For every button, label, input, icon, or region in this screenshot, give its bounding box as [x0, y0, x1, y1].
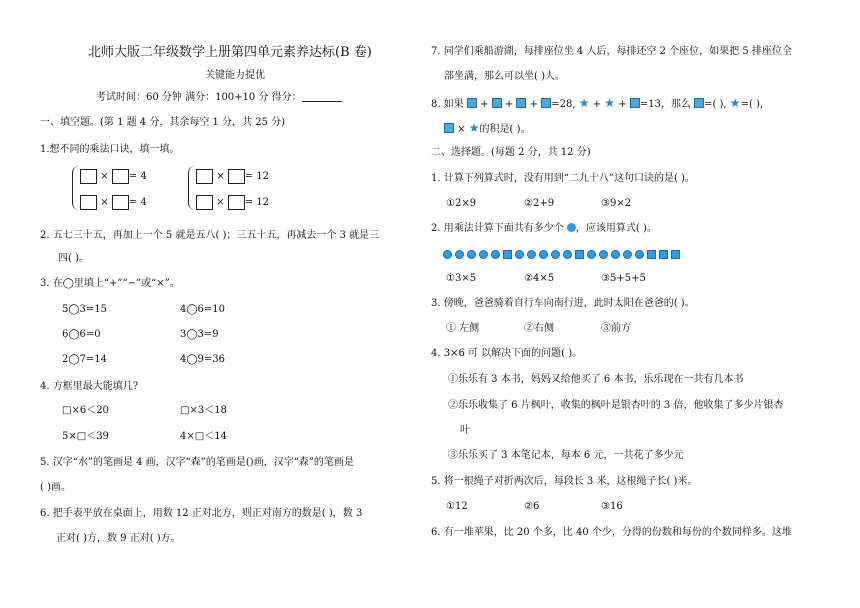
score-line	[302, 91, 342, 102]
choice-5-opt: ②6	[524, 501, 540, 512]
bead-circle	[467, 250, 476, 259]
choice-4-opt-2-line2: 叶	[460, 425, 470, 436]
q1-item-1	[80, 169, 147, 184]
choice-2-opt: ①3×5	[446, 273, 477, 284]
q3-item: 2◯7=14	[62, 354, 108, 365]
bead-circle	[551, 250, 560, 259]
bead-circle	[587, 250, 596, 259]
choice-5: 5. 将一根绳子对折两次后，每段长 3 米，这根绳子长( )米。	[431, 476, 698, 487]
answer-box[interactable]	[196, 169, 213, 184]
bead-circle	[527, 250, 536, 259]
plus-sign: +	[592, 99, 602, 110]
answer-box[interactable]	[228, 169, 245, 184]
choice-3: 3. 傍晚，爸爸骑着自行车向南行进，此时太阳在爸爸的( )。	[431, 298, 695, 309]
question-7-line2: 部坐满，那么可以坐( )人。	[444, 71, 565, 82]
q8-blank-square: =( ),	[704, 99, 727, 110]
choice-5-opt: ③16	[601, 501, 623, 512]
q1-result: = 12	[244, 171, 270, 182]
plus-sign: +	[529, 99, 539, 110]
times-sign: ×	[100, 171, 109, 182]
blue-star-icon: ★	[468, 121, 480, 135]
choice-4-opt-1: ①乐乐有 3 本书，妈妈又给他买了 6 本书，乐乐现在一共有几本书	[448, 374, 744, 385]
times-sign: ×	[216, 197, 225, 208]
question-8-line1	[431, 96, 763, 112]
q1-result: = 4	[128, 197, 147, 208]
times-sign: ×	[100, 197, 109, 208]
choice-4: 4. 3×6 可 以解决下面的问题( )。	[431, 348, 583, 359]
brace-left	[72, 166, 80, 210]
q8-product: 的积是( )。	[479, 124, 531, 135]
q1-item-2	[80, 195, 147, 210]
exam-info-text: 考试时间：60 分钟 满分：100+10 分 得分：	[96, 92, 302, 103]
page-subtitle: 关键能力提优	[205, 70, 265, 81]
bead-square	[659, 250, 668, 259]
question-6-line1: 6. 把手表平放在桌面上，用数 12 正对北方，则正对南方的数是( )，数 3	[40, 508, 363, 519]
blue-square-icon	[694, 98, 704, 108]
choice-5-opt: ①12	[446, 501, 468, 512]
q1-item-3	[196, 169, 269, 184]
times-sign: ×	[216, 171, 225, 182]
blue-square-icon	[444, 123, 454, 133]
choice-1-opt: ②2+9	[524, 198, 555, 209]
plus-sign: +	[480, 99, 489, 110]
brace-right	[188, 166, 196, 210]
choice-1: 1. 计算下列算式时，没有用到“二九十八”这句口诀的是( )。	[431, 173, 695, 184]
q8-eq1: =28,	[551, 99, 576, 110]
question-4: 4. 方框里最大能填几?	[40, 381, 139, 392]
choice-2-text: 2. 用乘法计算下面共有多少个	[431, 223, 564, 234]
answer-box[interactable]	[80, 195, 97, 210]
q3-item: 6◯6=0	[62, 329, 101, 340]
q4-item: □×3＜18	[180, 405, 227, 416]
section-choice: 二、选择题。(每题 2 分，共 12 分)	[431, 147, 591, 158]
q3-item: 4◯9=36	[180, 354, 226, 365]
answer-box[interactable]	[80, 169, 97, 184]
q3-item: 4◯6=10	[180, 304, 226, 315]
q1-result: = 4	[128, 171, 147, 182]
bead-circle	[611, 250, 620, 259]
answer-box[interactable]	[112, 195, 129, 210]
page-title: 北师大版二年级数学上册第四单元素养达标(B 卷)	[88, 45, 372, 60]
bead-circle	[479, 250, 488, 259]
question-1: 1.想不同的乘法口诀，填一填。	[40, 144, 180, 155]
q8-prefix: 8. 如果	[431, 99, 464, 110]
blue-star-icon: ★	[729, 96, 741, 110]
bead-square	[503, 250, 512, 259]
section-fill-in: 一、填空题。(第 1 题 4 分，其余每空 1 分，共 25 分)	[40, 117, 286, 128]
choice-3-opt: ① 左侧	[446, 323, 480, 334]
q1-item-4	[196, 195, 269, 210]
bead-string	[443, 250, 680, 259]
question-5-line2: ( )画。	[40, 482, 71, 493]
blue-square-icon	[516, 98, 526, 108]
times-sign: ×	[457, 124, 466, 135]
q4-item: 5×□＜39	[62, 431, 109, 442]
bead-circle	[539, 250, 548, 259]
answer-box[interactable]	[228, 195, 245, 210]
choice-4-opt-3: ③乐乐买了 3 本笔记本，每本 6 元，一共花了多少元	[448, 450, 684, 461]
q4-item: 4×□＜14	[180, 431, 227, 442]
choice-2-text-end: ，应该用算式( )。	[575, 223, 657, 234]
choice-2	[431, 222, 657, 236]
answer-box[interactable]	[196, 195, 213, 210]
choice-6: 6. 有一堆苹果，比 20 个多，比 40 个少，分得的份数和每份的个数同样多。这堆	[431, 527, 792, 538]
question-2-line1: 2. 五七三十五，再加上一个 5 就是五八( )；三五十五，再减去一个 3 就是三	[40, 230, 380, 241]
bead-circle	[491, 250, 500, 259]
bead-square	[647, 250, 656, 259]
plus-sign: +	[618, 99, 627, 110]
bead-circle	[623, 250, 632, 259]
choice-1-opt: ①2×9	[446, 198, 477, 209]
bead-circle	[599, 250, 608, 259]
answer-box[interactable]	[112, 169, 129, 184]
q3-item: 3◯3=9	[180, 329, 219, 340]
question-8-line2	[444, 121, 531, 137]
question-2-line2: 四( )。	[58, 253, 89, 264]
question-7-line1: 7. 同学们乘船游湖，每排座位坐 4 人后，每排还空 2 个座位，如果把 5 排座位全	[431, 46, 792, 57]
plus-sign: +	[504, 99, 514, 110]
blue-square-icon	[492, 98, 502, 108]
choice-3-opt: ②右侧	[524, 323, 554, 334]
bead-square	[671, 250, 680, 259]
bead-circle	[635, 250, 644, 259]
blue-square-icon	[630, 98, 640, 108]
choice-3-opt: ③前方	[601, 323, 631, 334]
q8-blank-star: =( ),	[740, 99, 764, 110]
bead-circle	[515, 250, 524, 259]
q8-eq2: =13，那么	[639, 99, 691, 110]
blue-star-icon: ★	[578, 96, 590, 110]
question-6-line2: 正对( )方，数 9 正对( )方。	[56, 533, 181, 544]
blue-star-icon: ★	[604, 96, 615, 110]
bead-square	[575, 250, 584, 259]
exam-info	[96, 91, 342, 105]
choice-2-opt: ②4×5	[524, 273, 555, 284]
choice-1-opt: ③9×2	[601, 198, 632, 209]
choice-4-opt-2-line1: ②乐乐收集了 6 片枫叶，收集的枫叶是银杏叶的 3 倍，他收集了多少片银杏	[448, 400, 784, 411]
choice-2-opt: ③5+5+5	[601, 273, 646, 284]
question-5-line1: 5. 汉字“水”的笔画是 4 画，汉字“森”的笔画是()画，汉字“森”的笔画是	[40, 457, 354, 468]
q1-result: = 12	[244, 197, 270, 208]
q3-item: 5◯3=15	[62, 304, 108, 315]
blue-circle-icon	[567, 223, 576, 232]
blue-square-icon	[541, 98, 551, 108]
question-3: 3. 在◯里填上“+”“−”或“×”。	[40, 278, 180, 289]
bead-circle	[455, 250, 464, 259]
bead-circle	[563, 250, 572, 259]
q4-item: □×6＜20	[62, 405, 109, 416]
bead-circle	[443, 250, 452, 259]
blue-square-icon	[467, 98, 477, 108]
